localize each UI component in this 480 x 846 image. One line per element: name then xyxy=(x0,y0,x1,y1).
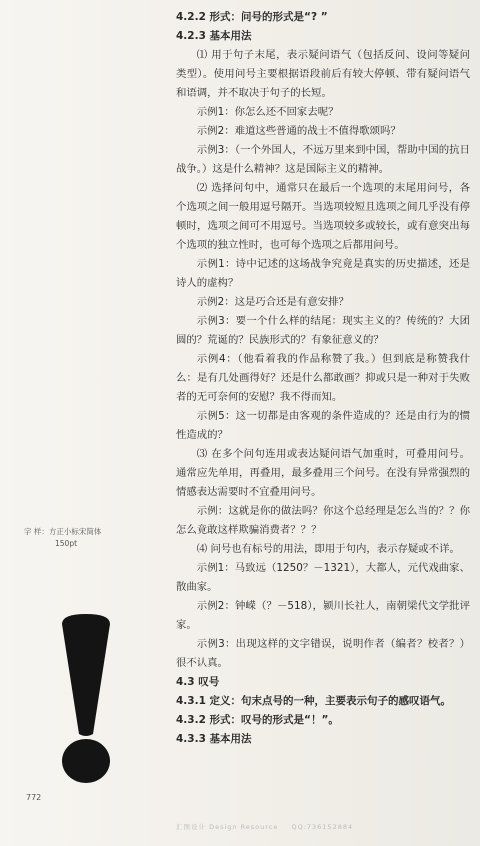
paragraph-usage-4: ⑷ 问号也有标号的用法，即用于句内，表示存疑或不详。 xyxy=(196,543,460,555)
heading-4-3-2: 4.3.2 形式：叹号的形式是“！”。 xyxy=(176,714,339,726)
example-1-1: 示例1：你怎么还不回家去呢？ xyxy=(196,106,339,118)
example-2-3: 示例3：要一个什么样的结尾：现实主义的？传统的？大团圆的？荒诞的？民族形式的？有象征意义的？ xyxy=(176,315,470,346)
example-2-5: 示例5：这一切都是由客观的条件造成的？还是由行为的惯性造成的？ xyxy=(176,410,470,441)
heading-4-3: 4.3 叹号 xyxy=(176,676,220,688)
exclamation-glyph-sample xyxy=(58,610,114,786)
heading-4-2-2: 4.2.2 形式：问号的形式是“? ” xyxy=(176,11,328,23)
example-2-4: 示例4：（他看着我的作品称赞了我。）但到底是称赞我什么：是有几处画得好？还是什么都敢画？抑或只是一种对于失败者的无可奈何的安慰？我不得而知。 xyxy=(176,353,470,403)
watermark xyxy=(176,822,363,831)
watermark-brand: 汇图设计 Design Resource xyxy=(176,823,279,831)
example-2-1: 示例1：诗中记述的这场战争究竟是真实的历史描述，还是诗人的虚构？ xyxy=(176,258,470,289)
heading-4-3-1: 4.3.1 定义：句末点号的一种，主要表示句子的感叹语气。 xyxy=(176,695,452,707)
example-1-3: 示例3：（一个外国人，不远万里来到中国，帮助中国的抗日战争。）这是什么精神？这是国际主义的精神。 xyxy=(176,144,470,175)
paragraph-usage-1: ⑴ 用于句子末尾，表示疑问语气（包括反问、设问等疑问类型）。使用问号主要根据语段前后有较大停顿、带有疑问语气和语调，并不取决于句子的长短。 xyxy=(176,49,470,99)
font-sample-label xyxy=(24,526,101,550)
example-2-2: 示例2：这是巧合还是有意安排？ xyxy=(196,296,349,308)
example-1-2: 示例2：难道这些普通的战士不值得歌颂吗？ xyxy=(196,125,401,137)
font-size-label: 150pt xyxy=(55,539,78,548)
font-name-label: 字 样：方正小标宋简体 xyxy=(24,527,102,536)
paragraph-usage-3: ⑶ 在多个问句连用或表达疑问语气加重时，可叠用问号。通常应先单用，再叠用，最多叠用三个问号。在没有异常强烈的情感表达需要时不宜叠用问号。 xyxy=(176,448,470,498)
main-text-column xyxy=(176,8,470,749)
example-3: 示例：这就是你的做法吗？你这个总经理是怎么当的？？你怎么竟敢这样欺骗消费者？？？ xyxy=(176,505,470,536)
heading-4-2-3: 4.2.3 基本用法 xyxy=(176,30,252,42)
example-4-1: 示例1：马致远（1250？－1321），大都人，元代戏曲家、散曲家。 xyxy=(176,562,470,593)
exclamation-stroke xyxy=(62,614,110,736)
exclamation-dot xyxy=(62,739,110,783)
heading-4-3-3: 4.3.3 基本用法 xyxy=(176,733,252,745)
example-4-2: 示例2：钟嵘（？－518），颍川长社人，南朝梁代文学批评家。 xyxy=(176,600,470,631)
page-number: 772 xyxy=(26,793,42,802)
example-4-3: 示例3：出现这样的文字错误，说明作者（编者？校者？）很不认真。 xyxy=(176,638,470,669)
watermark-qq: QQ:736152884 xyxy=(291,823,354,831)
paragraph-usage-2: ⑵ 选择问句中，通常只在最后一个选项的末尾用问号，各个选项之间一般用逗号隔开。当选项较短且选项之间几乎没有停顿时，选项之间可不用逗号。当选项较多或较长，或有意突出每个选项的独立性时，也可每个选项之后都用问号。 xyxy=(176,182,470,251)
